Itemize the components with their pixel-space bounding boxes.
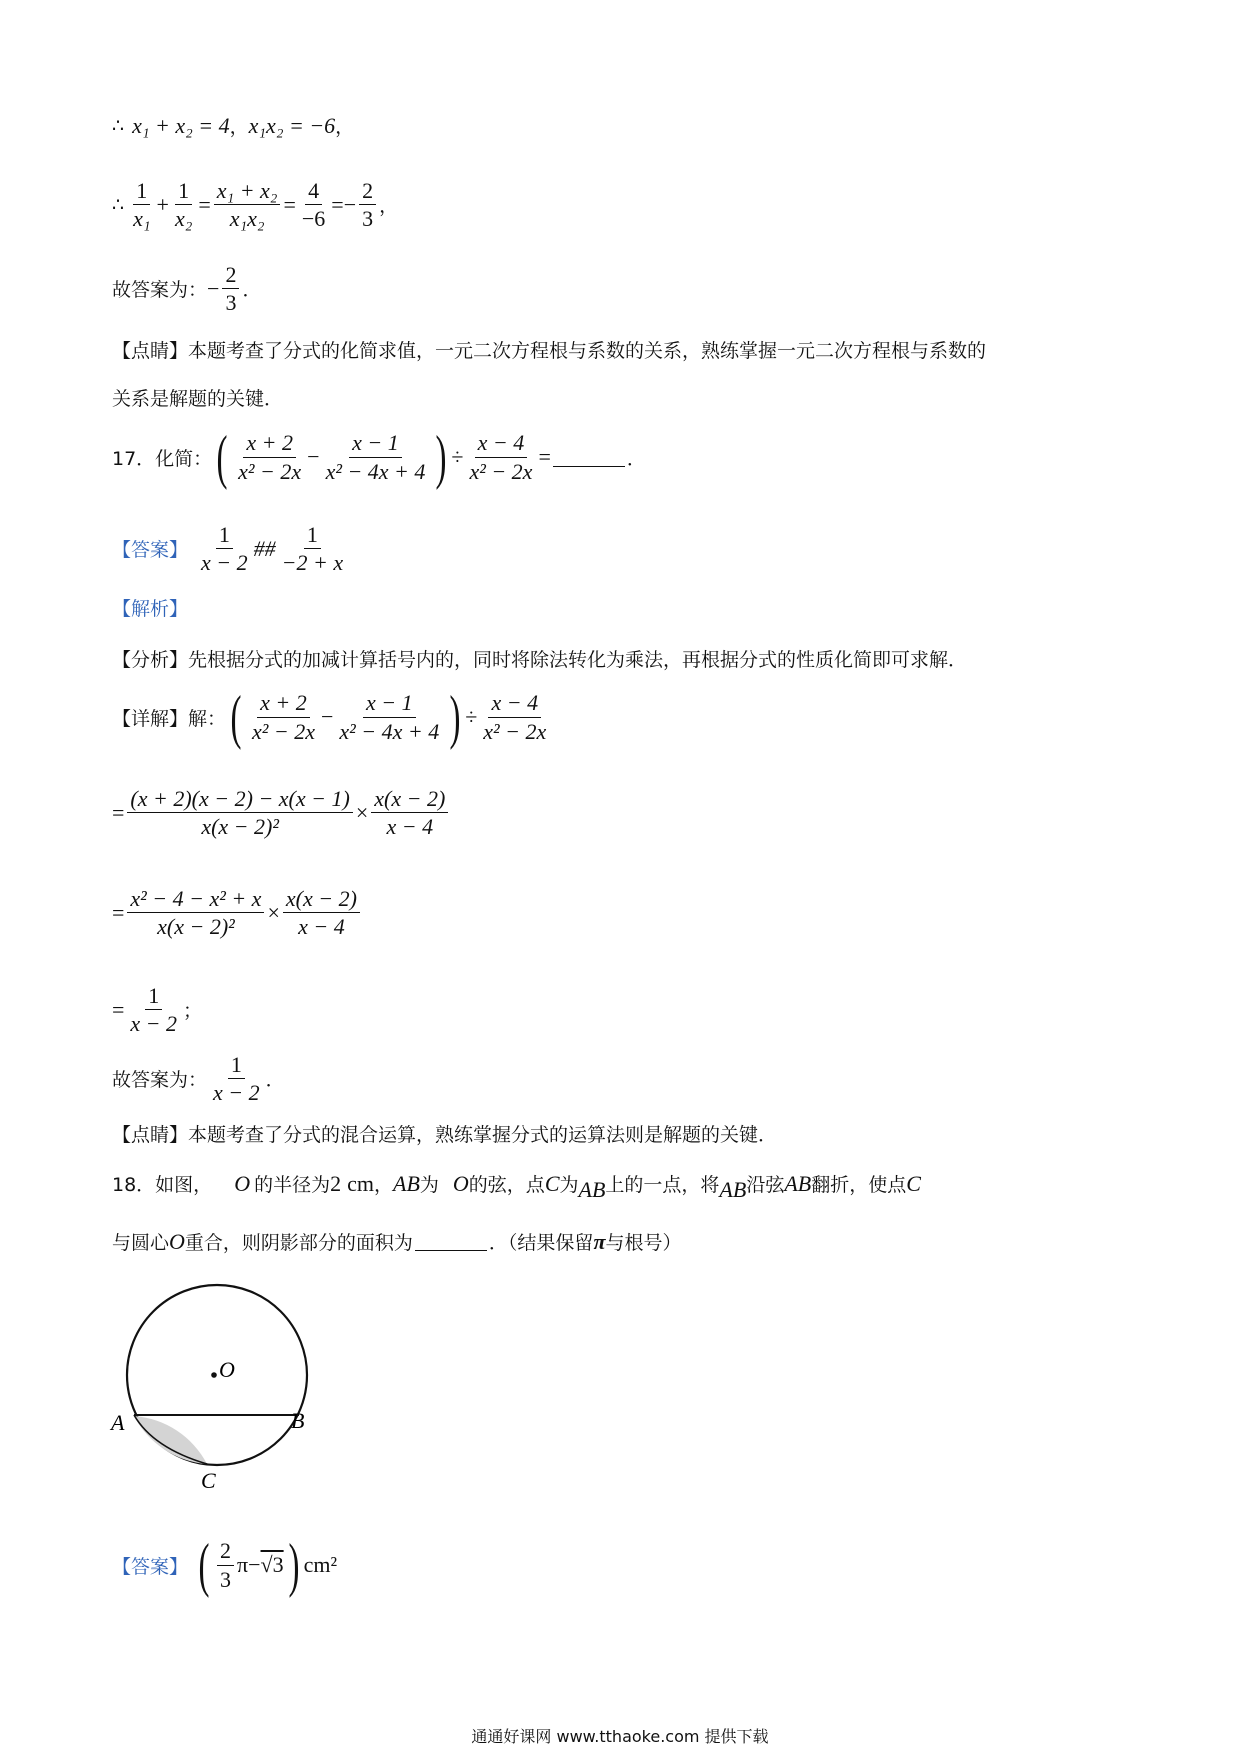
comma: ，	[335, 116, 355, 138]
reciprocal-sum-line: ∴ $\frac{1}{\text{x₁}}$ + $\frac{1}{\text{x₂}}$ = $\frac{\text{x₁ + x₂}}{\text{x₁x₂}}$ = $\frac{4}{-6}$ = − $\frac{2}{3}$ ，	[112, 178, 399, 232]
shaded-region	[134, 1416, 207, 1464]
xiangjie-line: 【详解】解： ( $\frac{x + 2}{\text{x² − 2x}}$ − $\frac{x - 1}{\text{x² − 4x + 4}}$ ) ÷ $\frac{x - 4}{\text{x² − 2x}}$	[112, 690, 552, 744]
circle-figure	[105, 1278, 335, 1508]
fraction: $\frac{\text{x² − 4 − x² + x}}{\text{x(x − 2)²}}$	[127, 886, 264, 940]
separator: ##	[253, 535, 276, 561]
fraction: $\frac{1}{x - 2}$	[201, 522, 248, 576]
fraction: $\frac{(x + 2)(x - 2) - x(x - 1)}{\text{x(x − 2)²}}$	[127, 786, 352, 840]
answer-tag: 【答案】	[112, 1555, 189, 1578]
question-18-line1: 18．如图， O 的半径为 2 cm ， AB 为 O 的弦，点 C 为 AB 上的一点，将 AB 沿弦 AB 翻折，使点 C	[112, 1170, 921, 1202]
fraction: $\frac{2}{3}$	[222, 262, 239, 316]
fraction: $\frac{1}{x - 2}$	[130, 983, 178, 1037]
fraction: $\frac{x - 1}{\text{x² − 4x + 4}}$	[325, 430, 426, 484]
fraction: $\frac{1}{-2 + x}$	[281, 522, 344, 576]
fenxi-17: 【分析】先根据分式的加减计算括号内的，同时将除法转化为乘法，再根据分式的性质化简即可求解．	[112, 649, 968, 671]
solution-step-1: = $\frac{(x + 2)(x - 2) - x(x - 1)}{\text{x(x − 2)²}}$ × $\frac{x(x - 2)}{x - 4}$	[112, 786, 451, 840]
question-17-label: 17．化简：	[112, 447, 213, 470]
fraction: $\frac{1}{x - 2}$	[213, 1052, 260, 1106]
answer-blank	[553, 448, 625, 467]
footer-text: 通通好课网 www.tthaoke.com 提供下载	[471, 1727, 769, 1746]
fraction: $\frac{2}{3}$	[217, 1538, 234, 1592]
label-b: B	[291, 1408, 305, 1433]
answer-tag: 【答案】	[112, 539, 189, 562]
question-18-line2: 与圆心 O 重合，则阴影部分的面积为 ．（结果保留 π 与根号）	[112, 1228, 682, 1254]
answer-17-final: 故答案为： $\frac{1}{x - 2}$ ．	[112, 1052, 285, 1106]
question-17: 17．化简： ( $\frac{x + 2}{\text{x² − 2x}}$ − $\frac{x - 1}{\text{x² − 4x + 4}}$ ) ÷ $\frac{x - 4}{\text{x² − 2x}}$ = ．	[112, 424, 646, 490]
sqrt-three: √3	[260, 1552, 284, 1577]
answer-18: 【答案】 ( $\frac{2}{3}$ π − √3 ) cm²	[112, 1532, 338, 1598]
unit-cm2: cm²	[303, 1552, 338, 1577]
fraction: $\frac{x + 2}{\text{x² − 2x}}$	[252, 690, 315, 744]
label-o: O	[219, 1357, 235, 1382]
jiexi-tag: 【解析】	[112, 598, 189, 620]
fraction: $\frac{x(x - 2)}{x - 4}$	[283, 886, 360, 940]
solution-step-3: = $\frac{1}{x - 2}$ ；	[112, 983, 203, 1037]
dianjing-16-line1: 【点睛】本题考查了分式的化简求值，一元二次方程根与系数的关系，熟练掌握一元二次方程根与系数的	[112, 340, 987, 362]
therefore-symbol: ∴	[112, 193, 125, 216]
fraction: $\frac{x - 4}{\text{x² − 2x}}$	[469, 430, 533, 484]
answer-17	[112, 522, 349, 576]
comma: ，	[379, 195, 399, 218]
dianjing-17: 【点睛】本题考查了分式的混合运算，熟练掌握分式的运算法则是解题的关键．	[112, 1124, 778, 1146]
fraction: $\frac{1}{\text{x₂}}$	[174, 178, 193, 232]
comma: ，	[229, 116, 249, 138]
vieta-product: x₁x₂ = −6	[248, 112, 336, 138]
center-point	[211, 1372, 217, 1378]
answer-blank	[415, 1232, 487, 1251]
fraction: $\frac{2}{3}$	[359, 178, 376, 232]
label-c: C	[201, 1468, 216, 1493]
vieta-sum: x₁ + x₂ = 4	[132, 112, 230, 138]
fraction: $\frac{x + 2}{\text{x² − 2x}}$	[238, 430, 302, 484]
answer-16-line: 故答案为： − $\frac{2}{3}$ ．	[112, 262, 262, 316]
fraction: $\frac{\text{x₁ + x₂}}{\text{x₁x₂}}$	[214, 178, 281, 232]
question-18-label: 18．如图，	[112, 1174, 213, 1196]
fraction: $\frac{4}{-6}$	[301, 178, 326, 232]
vieta-line	[112, 112, 354, 139]
label-a: A	[111, 1410, 125, 1435]
fraction: $\frac{x - 4}{\text{x² − 2x}}$	[483, 690, 547, 744]
therefore-symbol: ∴	[112, 114, 125, 137]
fraction: $\frac{x(x - 2)}{x - 4}$	[371, 786, 448, 840]
dianjing-16-line2: 关系是解题的关键．	[112, 388, 284, 410]
solution-step-2: = $\frac{\text{x² − 4 − x² + x}}{\text{x(x − 2)²}}$ × $\frac{x(x - 2)}{x - 4}$	[112, 886, 363, 940]
fraction: $\frac{1}{\text{x₁}}$	[133, 178, 151, 232]
answer-intro: 故答案为：	[112, 279, 208, 302]
xiangjie-label: 【详解】解：	[112, 707, 227, 730]
answer-intro: 故答案为：	[112, 1069, 208, 1092]
fraction: $\frac{x - 1}{\text{x² − 4x + 4}}$	[339, 690, 440, 744]
